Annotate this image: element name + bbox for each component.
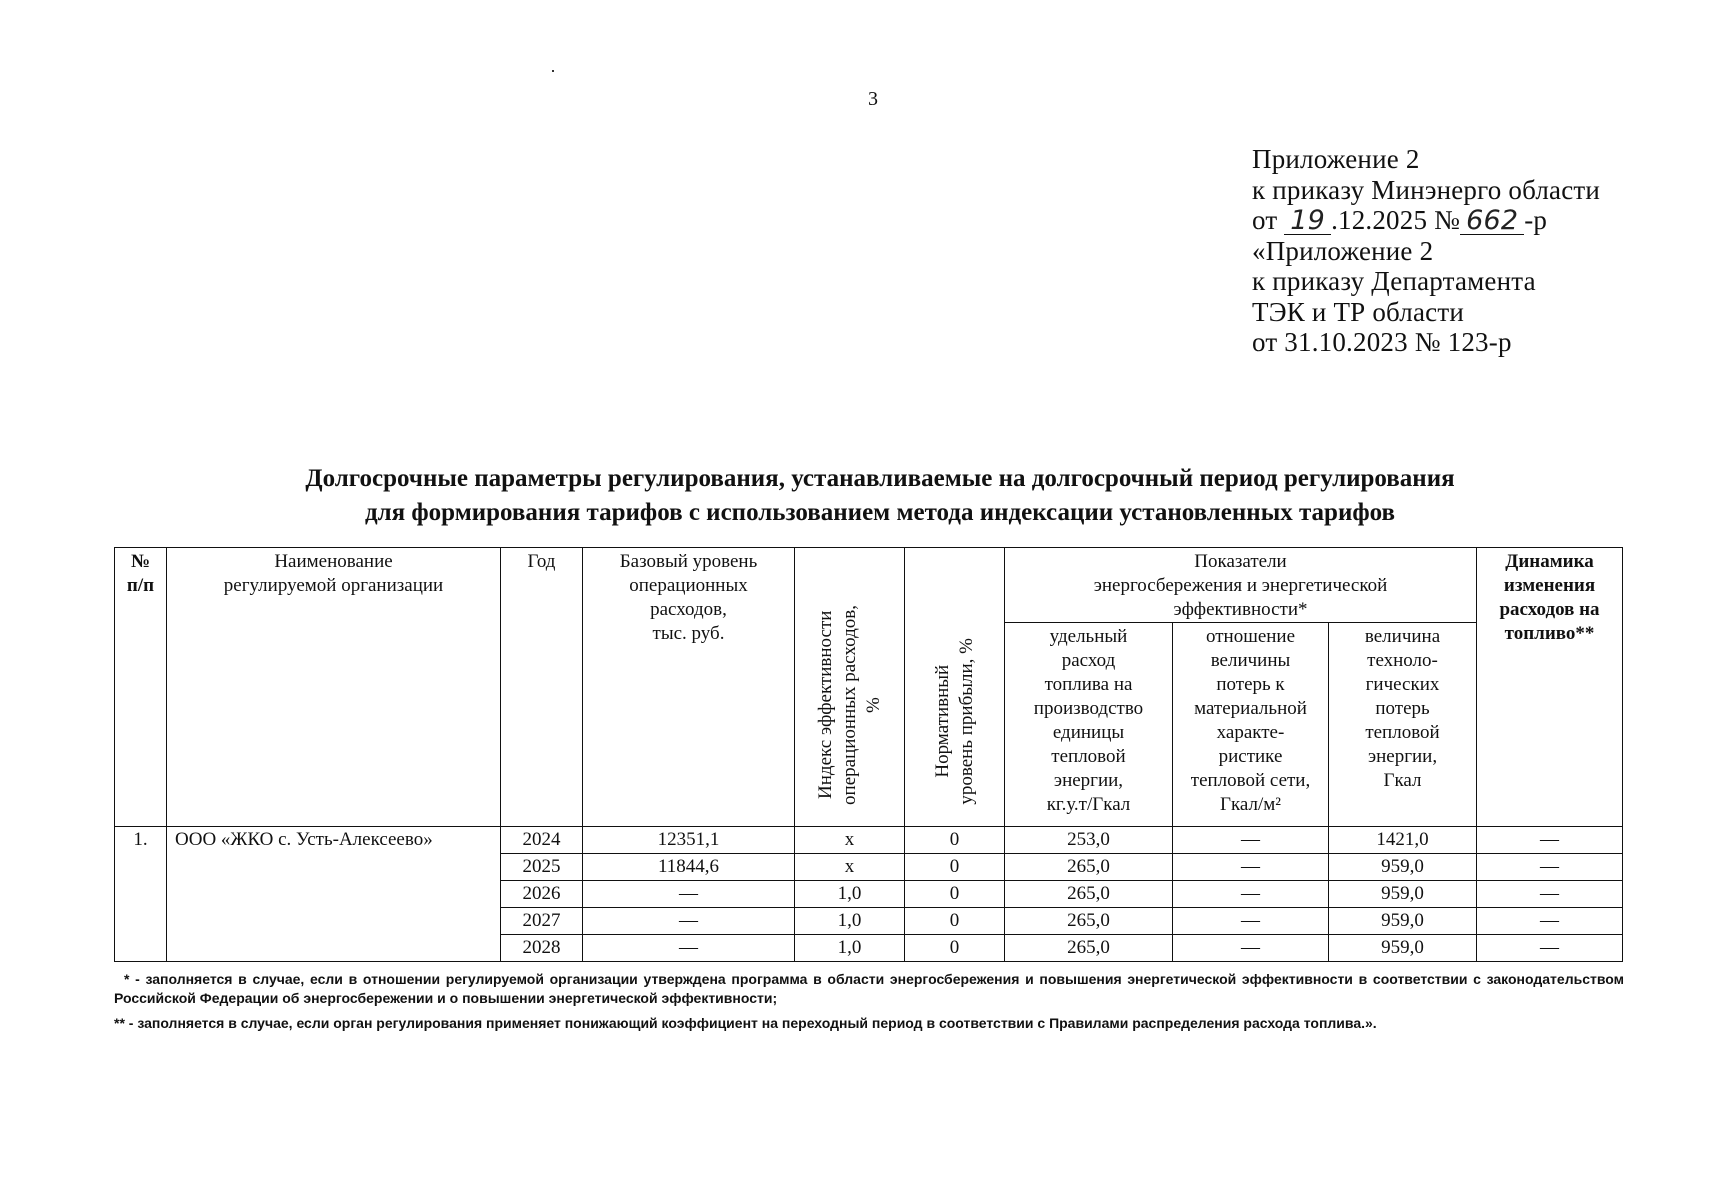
page-number: 3 [868,88,878,110]
cell-tech-losses: 1421,0 [1329,827,1477,854]
cell-loss-ratio: — [1173,908,1329,935]
footnote-2: ** - заполняется в случае, если орган регулирования применяет понижающий коэффициент на переходный период в соответствии с Правилами распределения расхода топлива.». [114,1015,1377,1031]
cell-fuel-rate: 265,0 [1005,908,1173,935]
cell-year: 2024 [501,827,583,854]
document-title [180,462,1580,530]
cell-base: — [583,908,795,935]
footnote-1: * - заполняется в случае, если в отношении регулируемой организации утверждена программа в области энергосбережения и повышения энергетической эффективности в соответствии с законодательством Российской Федерации об энергосбережении и о повышении энергетической эффективности; [114,971,1624,1006]
header-fuel-dynamics: Динамика изменения расходов на топливо** [1477,548,1623,827]
cell-base: 12351,1 [583,827,795,854]
header-loss-ratio: отношение величины потерь к материальной характе- ристике тепловой сети, Гкал/м² [1173,623,1329,827]
order-number-suffix: -р [1524,205,1548,235]
appendix-line-7: от 31.10.2023 № 123-р [1252,327,1512,357]
cell-fuel-dynamics: — [1477,935,1623,962]
cell-loss-ratio: — [1173,881,1329,908]
cell-profit: 0 [905,854,1005,881]
cell-index: x [795,854,905,881]
header-year: Год [501,548,583,827]
cell-profit: 0 [905,827,1005,854]
header-profit-level: Нормативный уровень прибыли, % [905,548,1005,827]
handwritten-order-number: 662 [1460,208,1524,235]
cell-loss-ratio: — [1173,935,1329,962]
cell-fuel-rate: 265,0 [1005,854,1173,881]
cell-base: — [583,881,795,908]
header-org-name: Наименование регулируемой организации [167,548,501,827]
cell-index: x [795,827,905,854]
handwritten-day: 19 [1284,208,1331,235]
cell-index: 1,0 [795,908,905,935]
parameters-table [114,547,1623,962]
header-fuel-rate: удельный расход топлива на производство единицы тепловой энергии, кг.у.т/Гкал [1005,623,1173,827]
order-date-middle: .12.2025 № [1331,205,1461,235]
appendix-line-6: ТЭК и ТР области [1252,296,1464,327]
cell-base: — [583,935,795,962]
order-date-prefix: от [1252,205,1285,235]
header-num: № п/п [115,548,167,827]
header-energy-indicators: Показатели энергосбережения и энергетической эффективности* [1005,548,1477,623]
cell-fuel-dynamics: — [1477,827,1623,854]
table-row [115,827,1623,854]
cell-loss-ratio: — [1173,827,1329,854]
cell-year: 2028 [501,935,583,962]
cell-year: 2027 [501,908,583,935]
appendix-line-4: «Приложение 2 [1252,235,1434,266]
cell-fuel-dynamics: — [1477,908,1623,935]
cell-tech-losses: 959,0 [1329,908,1477,935]
header-tech-losses: величина техноло- гических потерь тепловой энергии, Гкал [1329,623,1477,827]
cell-tech-losses: 959,0 [1329,854,1477,881]
appendix-order-date-line [1252,205,1600,236]
cell-profit: 0 [905,935,1005,962]
org-number: 1. [115,827,167,962]
cell-fuel-dynamics: — [1477,854,1623,881]
appendix-line-2: к приказу Минэнерго области [1252,174,1601,205]
footnotes [114,970,1624,1039]
cell-fuel-dynamics: — [1477,881,1623,908]
cell-fuel-rate: 265,0 [1005,935,1173,962]
title-line-1: Долгосрочные параметры регулирования, устанавливаемые на долгосрочный период регулирования [305,465,1455,492]
appendix-header [1252,144,1600,358]
cell-fuel-rate: 253,0 [1005,827,1173,854]
cell-tech-losses: 959,0 [1329,935,1477,962]
cell-year: 2025 [501,854,583,881]
cell-profit: 0 [905,908,1005,935]
org-name: ООО «ЖКО с. Усть-Алексеево» [167,827,501,962]
header-efficiency-index: Индекс эффективности операционных расходов, % [795,548,905,827]
cell-tech-losses: 959,0 [1329,881,1477,908]
appendix-line-1: Приложение 2 [1252,144,1420,174]
scan-speck [552,70,554,72]
cell-profit: 0 [905,881,1005,908]
appendix-line-5: к приказу Департамента [1252,266,1536,296]
header-base-opex: Базовый уровень операционных расходов, тыс. руб. [583,548,795,827]
cell-loss-ratio: — [1173,854,1329,881]
cell-index: 1,0 [795,881,905,908]
title-line-2: для формирования тарифов с использованием метода индексации установленных тарифов [364,499,1396,526]
cell-base: 11844,6 [583,854,795,881]
cell-index: 1,0 [795,935,905,962]
cell-fuel-rate: 265,0 [1005,881,1173,908]
cell-year: 2026 [501,881,583,908]
parameters-table-container [114,547,1622,962]
